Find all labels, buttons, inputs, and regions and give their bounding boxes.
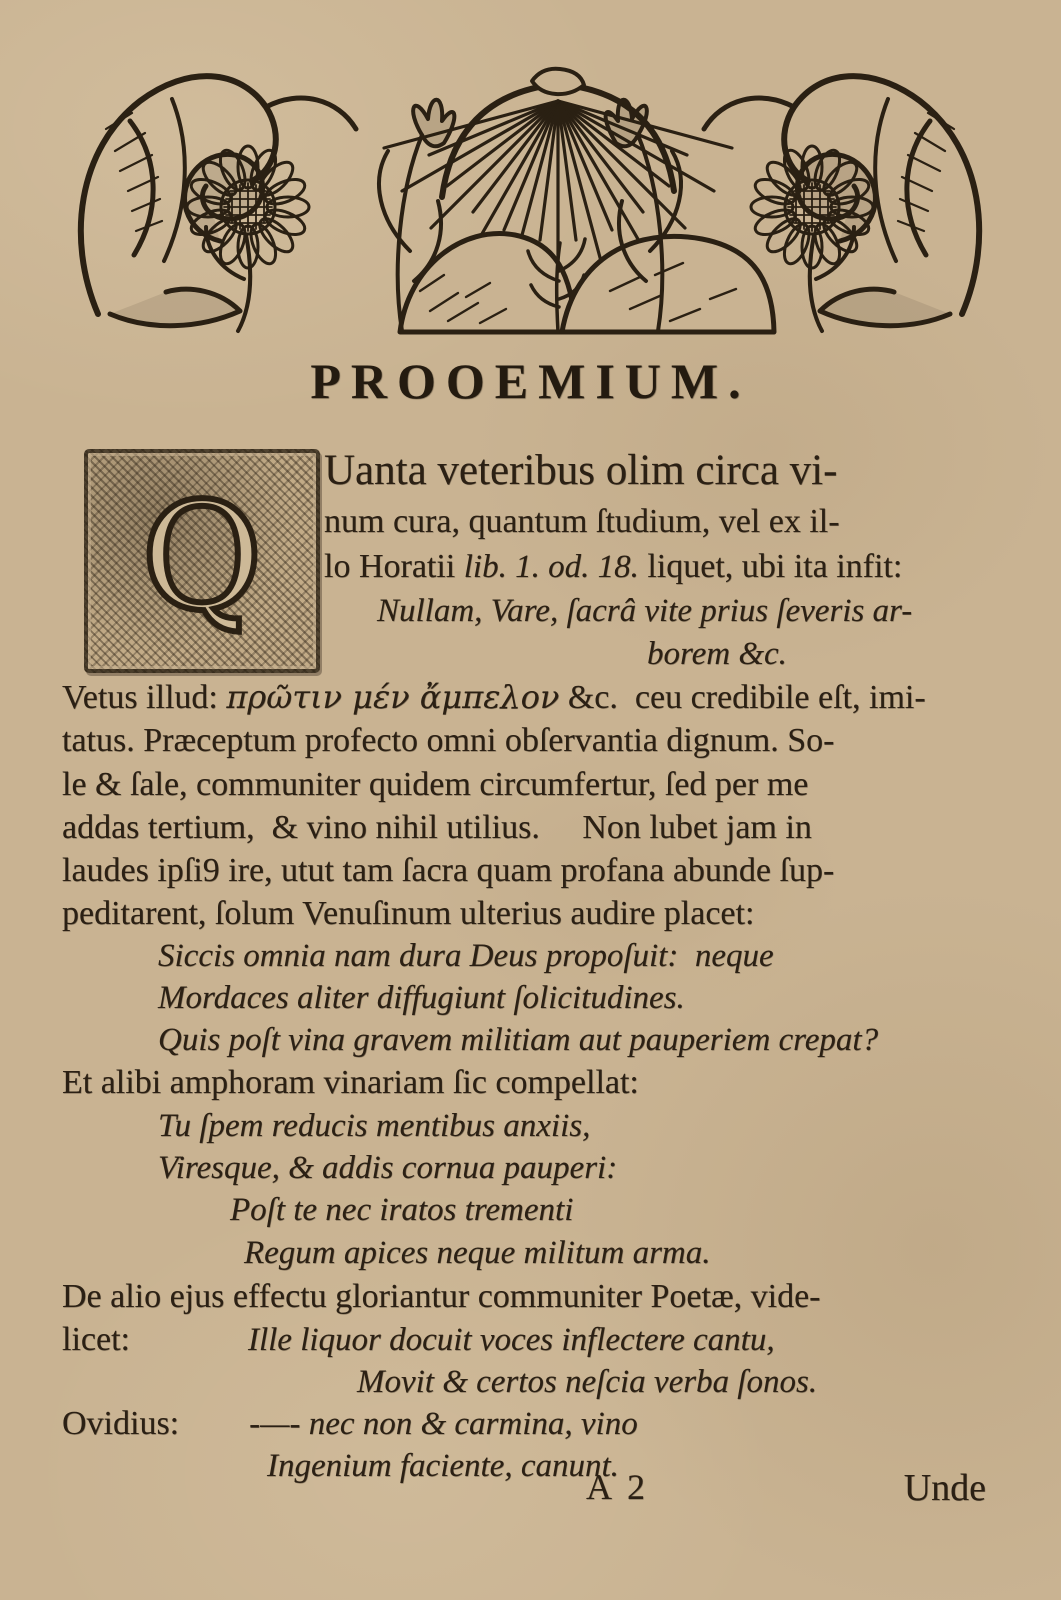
line-text: laudes ipſi9 ire, utut tam ſacra quam profana abunde ſup- <box>62 852 835 889</box>
line-text: lo Horatii <box>324 548 464 585</box>
verse-line: Poſt te nec iratos trementi <box>230 1192 574 1228</box>
speaker-label: Ovidius: <box>62 1405 180 1442</box>
verse-line: Regum apices neque militum arma. <box>244 1235 711 1271</box>
line-text: peditarent, ſolum Venuſinum ulterius audire placet: <box>62 895 755 932</box>
drop-cap-letter: Q <box>141 471 263 643</box>
line-text: addas tertium, & vino nihil utilius. Non lubet jam in <box>62 809 812 846</box>
text-line <box>62 1231 1014 1275</box>
text-line <box>62 1019 1014 1061</box>
text-line <box>62 444 1014 498</box>
speaker-label: licet: <box>62 1321 130 1358</box>
headpiece-woodcut-ornament <box>70 28 990 335</box>
page-title: PROOEMIUM. <box>310 353 751 409</box>
line-text: Et alibi amphoram vinariam ſic compellat: <box>62 1064 639 1101</box>
text-line <box>62 935 1014 977</box>
text-line <box>62 719 1014 763</box>
text-line <box>62 1189 1014 1231</box>
text-line <box>62 1319 1014 1361</box>
verse-line: Movit & certos neſcia verba ſonos. <box>357 1364 818 1400</box>
text-line <box>62 1061 1014 1105</box>
text-line <box>62 1275 1014 1319</box>
line-text: num cura, quantum ſtudium, vel ex il- <box>324 503 840 540</box>
line-text: Vetus illud: <box>62 679 227 716</box>
text-line <box>62 633 1014 675</box>
text-line <box>62 498 1014 545</box>
verse-line: Nullam, Vare, ſacrâ vite prius ſeveris ar- <box>377 593 913 629</box>
text-line <box>62 589 1014 633</box>
verse-line: Quis poſt vina gravem militiam aut pauperiem crepat? <box>158 1022 879 1058</box>
text-line <box>62 1361 1014 1403</box>
verse-line: borem &c. <box>647 636 787 672</box>
citation-italic: lib. 1. od. 18. <box>463 549 639 585</box>
body-text <box>62 444 1014 1487</box>
text-line <box>62 849 1014 892</box>
verse-line: Ille liquor docuit voces inflectere cantu, <box>247 1322 775 1358</box>
text-line <box>62 1105 1014 1147</box>
line-text: Uanta veteribus olim circa vi- <box>324 447 838 494</box>
text-line <box>62 806 1014 849</box>
page-footer <box>62 1466 1014 1514</box>
line-text: liquet, ubi ita infit: <box>638 548 903 585</box>
line-text: le & ſale, communiter quidem circumfertur, ſed per me <box>62 766 809 803</box>
text-line <box>62 892 1014 935</box>
text-line <box>62 763 1014 806</box>
line-text: &c. ceu credibile eſt, imi- <box>559 679 926 716</box>
text-line <box>62 545 1014 589</box>
text-line <box>62 675 1014 719</box>
verse-line: Ingenium faciente, canunt. <box>267 1448 619 1484</box>
verse-line: -—- nec non & carmina, vino <box>249 1406 638 1442</box>
line-text: De alio ejus effectu gloriantur communiter Poetæ, vide- <box>62 1278 821 1315</box>
catchword: Unde <box>903 1467 986 1509</box>
line-text: tatus. Præceptum profecto omni obſervantia dignum. So- <box>62 722 835 759</box>
verse-line: Siccis omnia nam dura Deus propoſuit: neque <box>158 938 774 974</box>
text-line <box>62 1403 1014 1445</box>
verse-line: Tu ſpem reducis mentibus anxiis, <box>158 1108 591 1144</box>
verse-line: Viresque, & addis cornua pauperi: <box>158 1150 618 1186</box>
verse-line: Mordaces aliter diffugiunt ſolicitudines. <box>158 980 685 1016</box>
text-line <box>62 977 1014 1019</box>
text-line <box>62 1147 1014 1189</box>
signature-mark: A 2 <box>586 1467 650 1507</box>
greek-phrase: πρῶτιν μέν ἄμπελον <box>226 678 560 716</box>
